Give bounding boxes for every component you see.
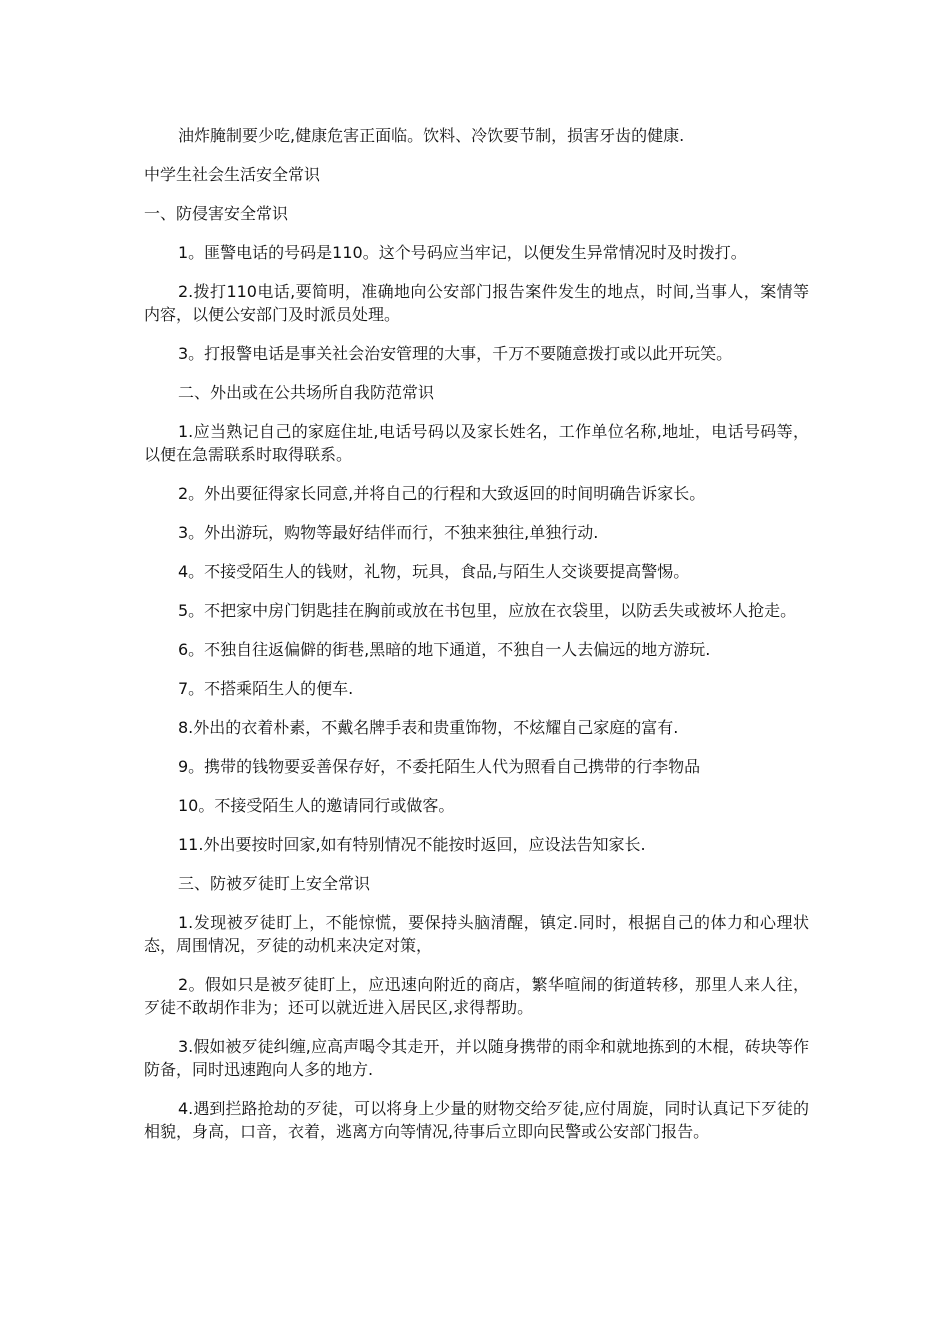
paragraph-outing-4: 4。不接受陌生人的钱财，礼物，玩具，食品,与陌生人交谈要提高警惕。 bbox=[178, 562, 690, 581]
document-body bbox=[144, 124, 809, 1159]
paragraph-followed-3: 3.假如被歹徒纠缠,应高声喝令其走开，并以随身携带的雨伞和就地拣到的木棍，砖块等作防备，同时迅速跑向人多的地方. bbox=[144, 1037, 809, 1079]
paragraph-110-serious: 3。打报警电话是事关社会治安管理的大事，千万不要随意拨打或以此开玩笑。 bbox=[178, 344, 733, 363]
paragraph-outing-2: 2。外出要征得家长同意,并将自己的行程和大致返回的时间明确告诉家长。 bbox=[178, 484, 706, 503]
paragraph-110-number: 1。匪警电话的号码是110。这个号码应当牢记，以便发生异常情况时及时拨打。 bbox=[178, 243, 747, 262]
heading-outing-safety: 二、外出或在公共场所自我防范常识 bbox=[178, 383, 435, 402]
paragraph-outing-5: 5。不把家中房门钥匙挂在胸前或放在书包里，应放在衣袋里，以防丢失或被坏人抢走。 bbox=[178, 601, 797, 620]
heading-anti-assault: 一、防侵害安全常识 bbox=[144, 204, 289, 223]
paragraph-outing-7: 7。不搭乘陌生人的便车. bbox=[178, 679, 354, 698]
paragraph-outing-9: 9。携带的钱物要妥善保存好，不委托陌生人代为照看自己携带的行李物品 bbox=[178, 757, 701, 776]
paragraph-followed-1: 1.发现被歹徒盯上，不能惊慌，要保持头脑清醒，镇定.同时，根据自己的体力和心理状态，周围情况，歹徒的动机来决定对策， bbox=[144, 913, 809, 955]
paragraph-outing-1: 1.应当熟记自己的家庭住址,电话号码以及家长姓名，工作单位名称,地址，电话号码等，以便在急需联系时取得联系。 bbox=[144, 422, 809, 464]
paragraph-followed-4: 4.遇到拦路抢劫的歹徒，可以将身上少量的财物交给歹徒,应付周旋，同时认真记下歹徒的相貌，身高，口音，衣着，逃离方向等情况,待事后立即向民警或公安部门报告。 bbox=[144, 1099, 809, 1141]
paragraph-outing-10: 10。不接受陌生人的邀请同行或做客。 bbox=[178, 796, 455, 815]
paragraph-followed-2: 2。假如只是被歹徒盯上，应迅速向附近的商店，繁华喧闹的街道转移，那里人来人往，歹徒不敢胡作非为；还可以就近进入居民区,求得帮助。 bbox=[144, 975, 809, 1017]
section-title: 中学生社会生活安全常识 bbox=[144, 165, 321, 184]
paragraph-outing-3: 3。外出游玩，购物等最好结伴而行，不独来独往,单独行动. bbox=[178, 523, 599, 542]
heading-followed-safety: 三、防被歹徒盯上安全常识 bbox=[178, 874, 371, 893]
paragraph-outing-11: 11.外出要按时回家,如有特别情况不能按时返回，应设法告知家长. bbox=[178, 835, 646, 854]
paragraph-diet-note: 油炸腌制要少吃,健康危害正面临。饮料、冷饮要节制，损害牙齿的健康. bbox=[178, 126, 685, 145]
paragraph-110-call: 2.拨打110电话,要简明，准确地向公安部门报告案件发生的地点，时间,当事人，案情等内容，以便公安部门及时派员处理。 bbox=[144, 282, 809, 324]
paragraph-outing-6: 6。不独自往返偏僻的街巷,黑暗的地下通道，不独自一人去偏远的地方游玩. bbox=[178, 640, 711, 659]
paragraph-outing-8: 8.外出的衣着朴素，不戴名牌手表和贵重饰物，不炫耀自己家庭的富有. bbox=[178, 718, 679, 737]
